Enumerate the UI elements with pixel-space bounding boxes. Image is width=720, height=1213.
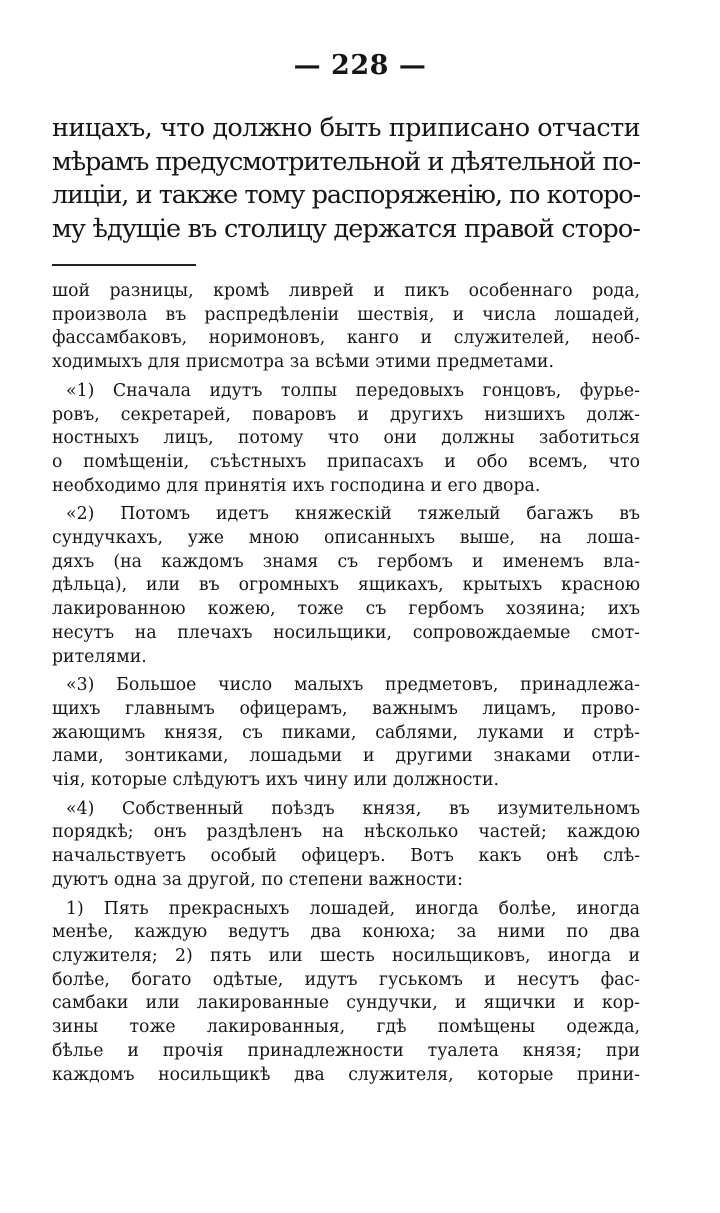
footnote-line: рителями. bbox=[52, 646, 147, 667]
main-text-line: мѣрамъ предусмотрительной и дѣятельной по- bbox=[52, 146, 640, 177]
footnote-line: 1) Пять прекрасныхъ лошадей, иногда болѣе, иногда bbox=[66, 898, 640, 919]
footnote-line: бѣлье и прочiя принадлежности туалета князя; при bbox=[52, 1040, 640, 1061]
main-text-line: лицiи, и также тому распоряженiю, по которо- bbox=[52, 180, 640, 210]
footnote-paragraph bbox=[52, 380, 640, 499]
footnote-line: служителя; 2) пять или шесть носильщиковъ, иногда и bbox=[52, 945, 640, 966]
footnote-paragraph bbox=[52, 798, 640, 893]
footnote-line: «2) Потомъ идетъ княжескiй тяжелый багажъ въ bbox=[66, 504, 640, 525]
footnote-line: ровъ, секретарей, поваровъ и другихъ низшихъ долж- bbox=[52, 404, 640, 425]
footnote-line: шой разницы, кромѣ ливрей и пикъ особеннаго рода, bbox=[52, 281, 640, 301]
footnote-line: жающимъ князя, съ пиками, саблями, луками и стрѣ- bbox=[52, 722, 640, 743]
footnote-line: «3) Большое число малыхъ предметовъ, принадлежа- bbox=[66, 675, 640, 696]
main-text-line: ницахъ, что должно быть приписано отчасти bbox=[52, 113, 640, 143]
footnotes bbox=[52, 280, 640, 1087]
footnote-paragraph bbox=[52, 280, 640, 375]
footnote-line: сундучкахъ, уже мною описанныхъ выше, на лоша- bbox=[52, 528, 640, 549]
footnote-line: каждомъ носильщикѣ два служителя, которые прини- bbox=[52, 1064, 640, 1085]
footnote-line: «1) Сначала идутъ толпы передовыхъ гонцовъ, фурье- bbox=[66, 380, 640, 401]
footnote-line: менѣе, каждую ведутъ два конюха; за ними по два bbox=[52, 922, 640, 943]
main-text bbox=[52, 112, 640, 246]
footnote-line: дѣльца), или въ огромныхъ ящикахъ, крытыхъ красною bbox=[52, 575, 640, 596]
footnote-line: необходимо для принятiя ихъ господина и его двора. bbox=[52, 475, 541, 496]
footnote-line: произвола въ распредѣленiи шествiя, и числа лошадей, bbox=[52, 304, 640, 325]
footnote-line: лакированною кожею, тоже съ гербомъ хозяина; ихъ bbox=[52, 599, 640, 620]
main-text-line: му ѣдущiе въ столицу держатся правой сторо- bbox=[52, 213, 640, 244]
footnote-line: дуютъ одна за другой, по степени важности: bbox=[52, 869, 463, 890]
footnote-line: самбаки или лакированные сундучки, и ящички и кор- bbox=[52, 993, 640, 1014]
footnote-line: начальствуетъ особый офицеръ. Вотъ какъ онѣ слѣ- bbox=[52, 846, 640, 867]
footnote-line: лами, зонтиками, лошадьми и другими знаками отли- bbox=[52, 746, 640, 767]
footnote-line: о помѣщенiи, съѣстныхъ припасахъ и обо всемъ, что bbox=[52, 451, 640, 472]
footnote-paragraph bbox=[52, 898, 640, 1088]
footnote-line: «4) Собственный поѣздъ князя, въ изумительномъ bbox=[66, 798, 640, 819]
footnote-line: ностныхъ лицъ, потому что они должны заботиться bbox=[52, 428, 640, 449]
page-number: — 228 — bbox=[293, 50, 427, 81]
footnote-line: щихъ главнымъ офицерамъ, важнымъ лицамъ, прово- bbox=[52, 698, 640, 719]
footnote-line: ходимыхъ для присмотра за всѣми этими предметами. bbox=[52, 352, 554, 373]
footnote-line: дяхъ (на каждомъ знамя съ гербомъ и именемъ вла- bbox=[52, 551, 640, 572]
footnote-paragraph bbox=[52, 503, 640, 669]
footnote-line: порядкѣ; онъ раздѣленъ на нѣсколько частей; каждою bbox=[52, 822, 640, 843]
footnote-paragraph bbox=[52, 674, 640, 793]
footnote-line: зины тоже лакированныя, гдѣ помѣщены одежда, bbox=[52, 1017, 640, 1038]
footnote-line: болѣе, богато одѣтые, идутъ гуськомъ и несутъ фас- bbox=[52, 969, 640, 990]
footnote-line: фассамбаковъ, норимоновъ, канго и служителей, необ- bbox=[52, 328, 640, 349]
footnote-line: чiя, которые слѣдуютъ ихъ чину или должности. bbox=[52, 770, 500, 791]
footnote-line: несутъ на плечахъ носильщики, сопровождаемые смот- bbox=[52, 622, 640, 643]
footnote-divider bbox=[52, 264, 196, 266]
